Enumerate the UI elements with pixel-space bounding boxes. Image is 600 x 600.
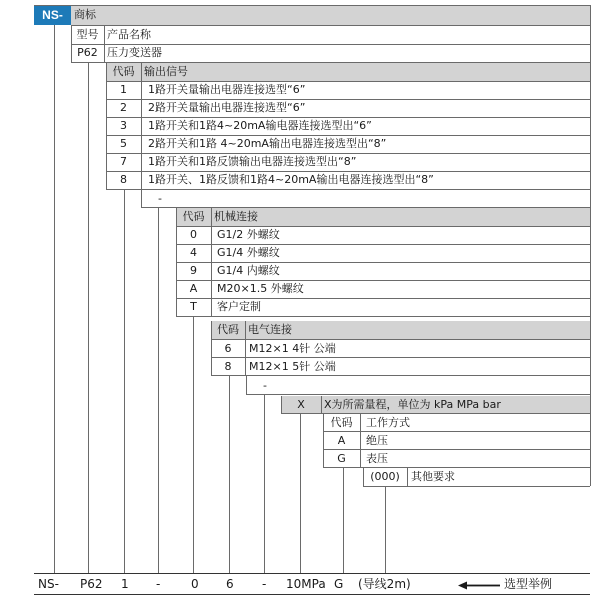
mech-row-desc: G1/4 内螺纹 <box>217 264 280 277</box>
output-row-code: 7 <box>120 155 127 168</box>
elec-row-desc: M12×1 5针 公端 <box>249 360 336 373</box>
separator-dash: - <box>263 379 267 392</box>
output-row-desc: 1路开关和1路4~20mA输电器连接选型出“6” <box>148 119 372 132</box>
mech-header-code: 代码 <box>176 208 211 226</box>
separator-dash: - <box>158 192 162 205</box>
work-row-code: A <box>337 434 346 447</box>
example-separator: - <box>262 577 267 591</box>
mech-row-desc: M20×1.5 外螺纹 <box>217 282 304 295</box>
output-row-code: 2 <box>120 101 127 114</box>
output-header-code: 代码 <box>106 63 141 81</box>
mech-header-name: 机械连接 <box>211 208 590 226</box>
work-row-desc: 表压 <box>366 452 388 465</box>
arrow-left-icon <box>458 580 500 589</box>
example-output-code: 1 <box>121 577 129 591</box>
mech-row-code: 9 <box>190 264 197 277</box>
mech-row-desc: G1/4 外螺纹 <box>217 246 280 259</box>
example-work-code: G <box>334 577 344 591</box>
work-row-desc: 绝压 <box>366 434 388 447</box>
mech-row-code: 4 <box>190 246 197 259</box>
range-desc: X为所需量程，单位为 kPa MPa bar <box>321 396 590 414</box>
output-row-code: 3 <box>120 119 127 132</box>
example-elec-code: 6 <box>226 577 234 591</box>
example-separator: - <box>156 577 161 591</box>
elec-header-name: 电气连接 <box>245 321 590 339</box>
mech-row-code: A <box>189 282 198 295</box>
range-code: X <box>281 396 321 414</box>
model-col1-header: 型号 <box>76 28 99 41</box>
output-row-desc: 2路开关和1路 4~20mA输出电器连接选型出“8” <box>148 137 387 150</box>
output-row-code: 1 <box>120 83 127 96</box>
output-row-desc: 1路开关和1路反馈输出电器连接选型出“8” <box>148 155 357 168</box>
other-code: (000) <box>370 470 400 483</box>
output-header-name: 输出信号 <box>141 63 590 81</box>
example-top-line <box>34 573 590 574</box>
output-row-desc: 2路开关量输出电器连接选型“6” <box>148 101 306 114</box>
brand-label: 商标 <box>71 5 590 25</box>
mech-row-code: T <box>190 300 197 313</box>
mech-row-desc: G1/2 外螺纹 <box>217 228 280 241</box>
output-row-code: 8 <box>120 173 127 186</box>
brand-code-badge: NS- <box>34 5 71 25</box>
elec-header-code: 代码 <box>211 321 245 339</box>
example-brand-code: NS- <box>38 577 59 591</box>
example-other-note: (导线2m) <box>358 577 411 591</box>
output-row-code: 5 <box>120 137 127 150</box>
elec-row-desc: M12×1 4针 公端 <box>249 342 336 355</box>
product-name: 压力变送器 <box>107 46 162 59</box>
example-range-value: 10MPa <box>286 577 326 591</box>
work-header-name: 工作方式 <box>366 416 410 429</box>
elec-row-code: 8 <box>224 360 232 373</box>
model-col2-header: 产品名称 <box>107 28 151 41</box>
work-header-code: 代码 <box>330 416 353 429</box>
example-label: 选型举例 <box>504 577 553 591</box>
model-code: P62 <box>77 46 98 59</box>
work-row-code: G <box>337 452 346 465</box>
output-row-desc: 1路开关、1路反馈和1路4~20mA输出电器连接选型出“8” <box>148 173 434 186</box>
mech-row-code: 0 <box>190 228 197 241</box>
mech-row-desc: 客户定制 <box>217 300 261 313</box>
example-bottom-line <box>34 594 590 595</box>
elec-row-code: 6 <box>224 342 232 355</box>
output-row-desc: 1路开关量输出电器连接选型“6” <box>148 83 306 96</box>
example-model-code: P62 <box>80 577 103 591</box>
other-desc: 其他要求 <box>411 470 455 483</box>
example-mech-code: 0 <box>191 577 199 591</box>
